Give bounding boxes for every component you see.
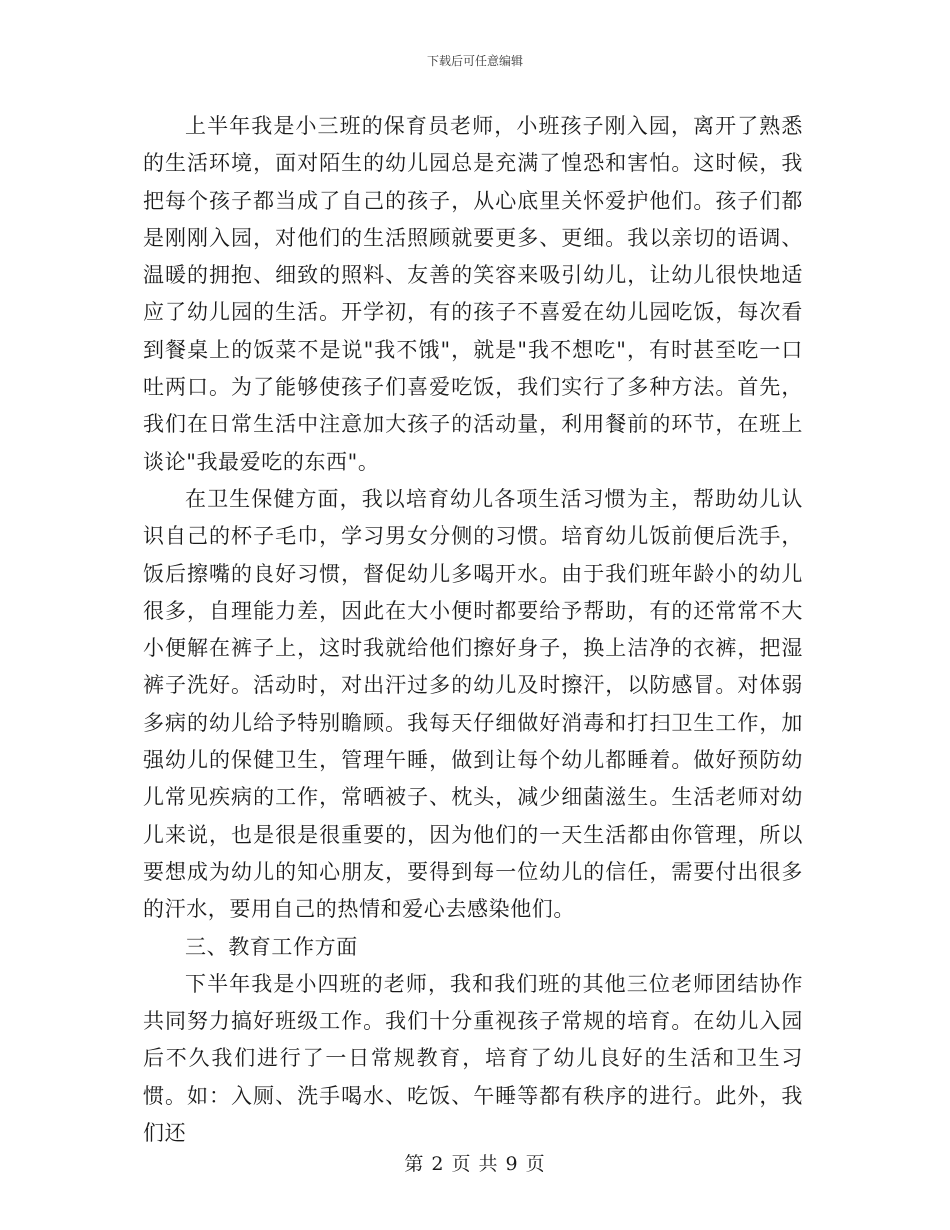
page-number-footer: 第 2 页 共 9 页 bbox=[404, 1153, 546, 1175]
page-header-note: 下载后可任意编辑 bbox=[426, 54, 523, 68]
paragraph-childcare-first-half: 上半年我是小三班的保育员老师，小班孩子刚入园，离开了熟悉的生活环境，面对陌生的幼儿园总是充满了惶恐和害怕。这时候，我把每个孩子都当成了自己的孩子，从心底里关怀爱护他们。孩子们都是刚刚入园，对他们的生活照顾就要更多、更细。我以亲切的语调、温暖的拥抱、细致的照料、友善的笑容来吸引幼儿，让幼儿很快地适应了幼儿园的生活。开学初，有的孩子不喜爱在幼儿园吃饭，每次看到餐桌上的饭菜不是说"我不饿"，就是"我不想吃"，有时甚至吃一口吐两口。为了能够使孩子们喜爱吃饭，我们实行了多种方法。首先，我们在日常生活中注意加大孩子的活动量，利用餐前的环节，在班上谈论"我最爱吃的东西"。 bbox=[143, 114, 803, 474]
paragraph-hygiene-health: 在卫生保健方面，我以培育幼儿各项生活习惯为主，帮助幼儿认识自己的杯子毛巾，学习男女分侧的习惯。培育幼儿饭前便后洗手，饭后擦嘴的良好习惯，督促幼儿多喝开水。由于我们班年龄小的幼儿很多，自理能力差，因此在大小便时都要给予帮助，有的还常常不大小便解在裤子上，这时我就给他们擦好身子，换上洁净的衣裤，把湿裤子洗好。活动时，对出汗过多的幼儿及时擦汗，以防感冒。对体弱多病的幼儿给予特别瞻顾。我每天仔细做好消毒和打扫卫生工作，加强幼儿的保健卫生，管理午睡，做到让每个幼儿都睡着。做好预防幼儿常见疾病的工作，常晒被子、枕头，减少细菌滋生。生活老师对幼儿来说，也是很是很重要的，因为他们的一天生活都由你管理，所以要想成为幼儿的知心朋友，要得到每一位幼儿的信任，需要付出很多的汗水，要用自己的热情和爱心去感染他们。 bbox=[143, 486, 803, 922]
document-body bbox=[143, 108, 803, 1152]
paragraph-education-second-half: 下半年我是小四班的老师，我和我们班的其他三位老师团结协作共同努力搞好班级工作。我们十分重视孩子常规的培育。在幼儿入园后不久我们进行了一日常规教育，培育了幼儿良好的生活和卫生习惯。如：入厕、洗手喝水、吃饭、午睡等都有秩序的进行。此外，我们还 bbox=[143, 971, 803, 1146]
section-heading-education: 三、教育工作方面 bbox=[185, 934, 358, 959]
